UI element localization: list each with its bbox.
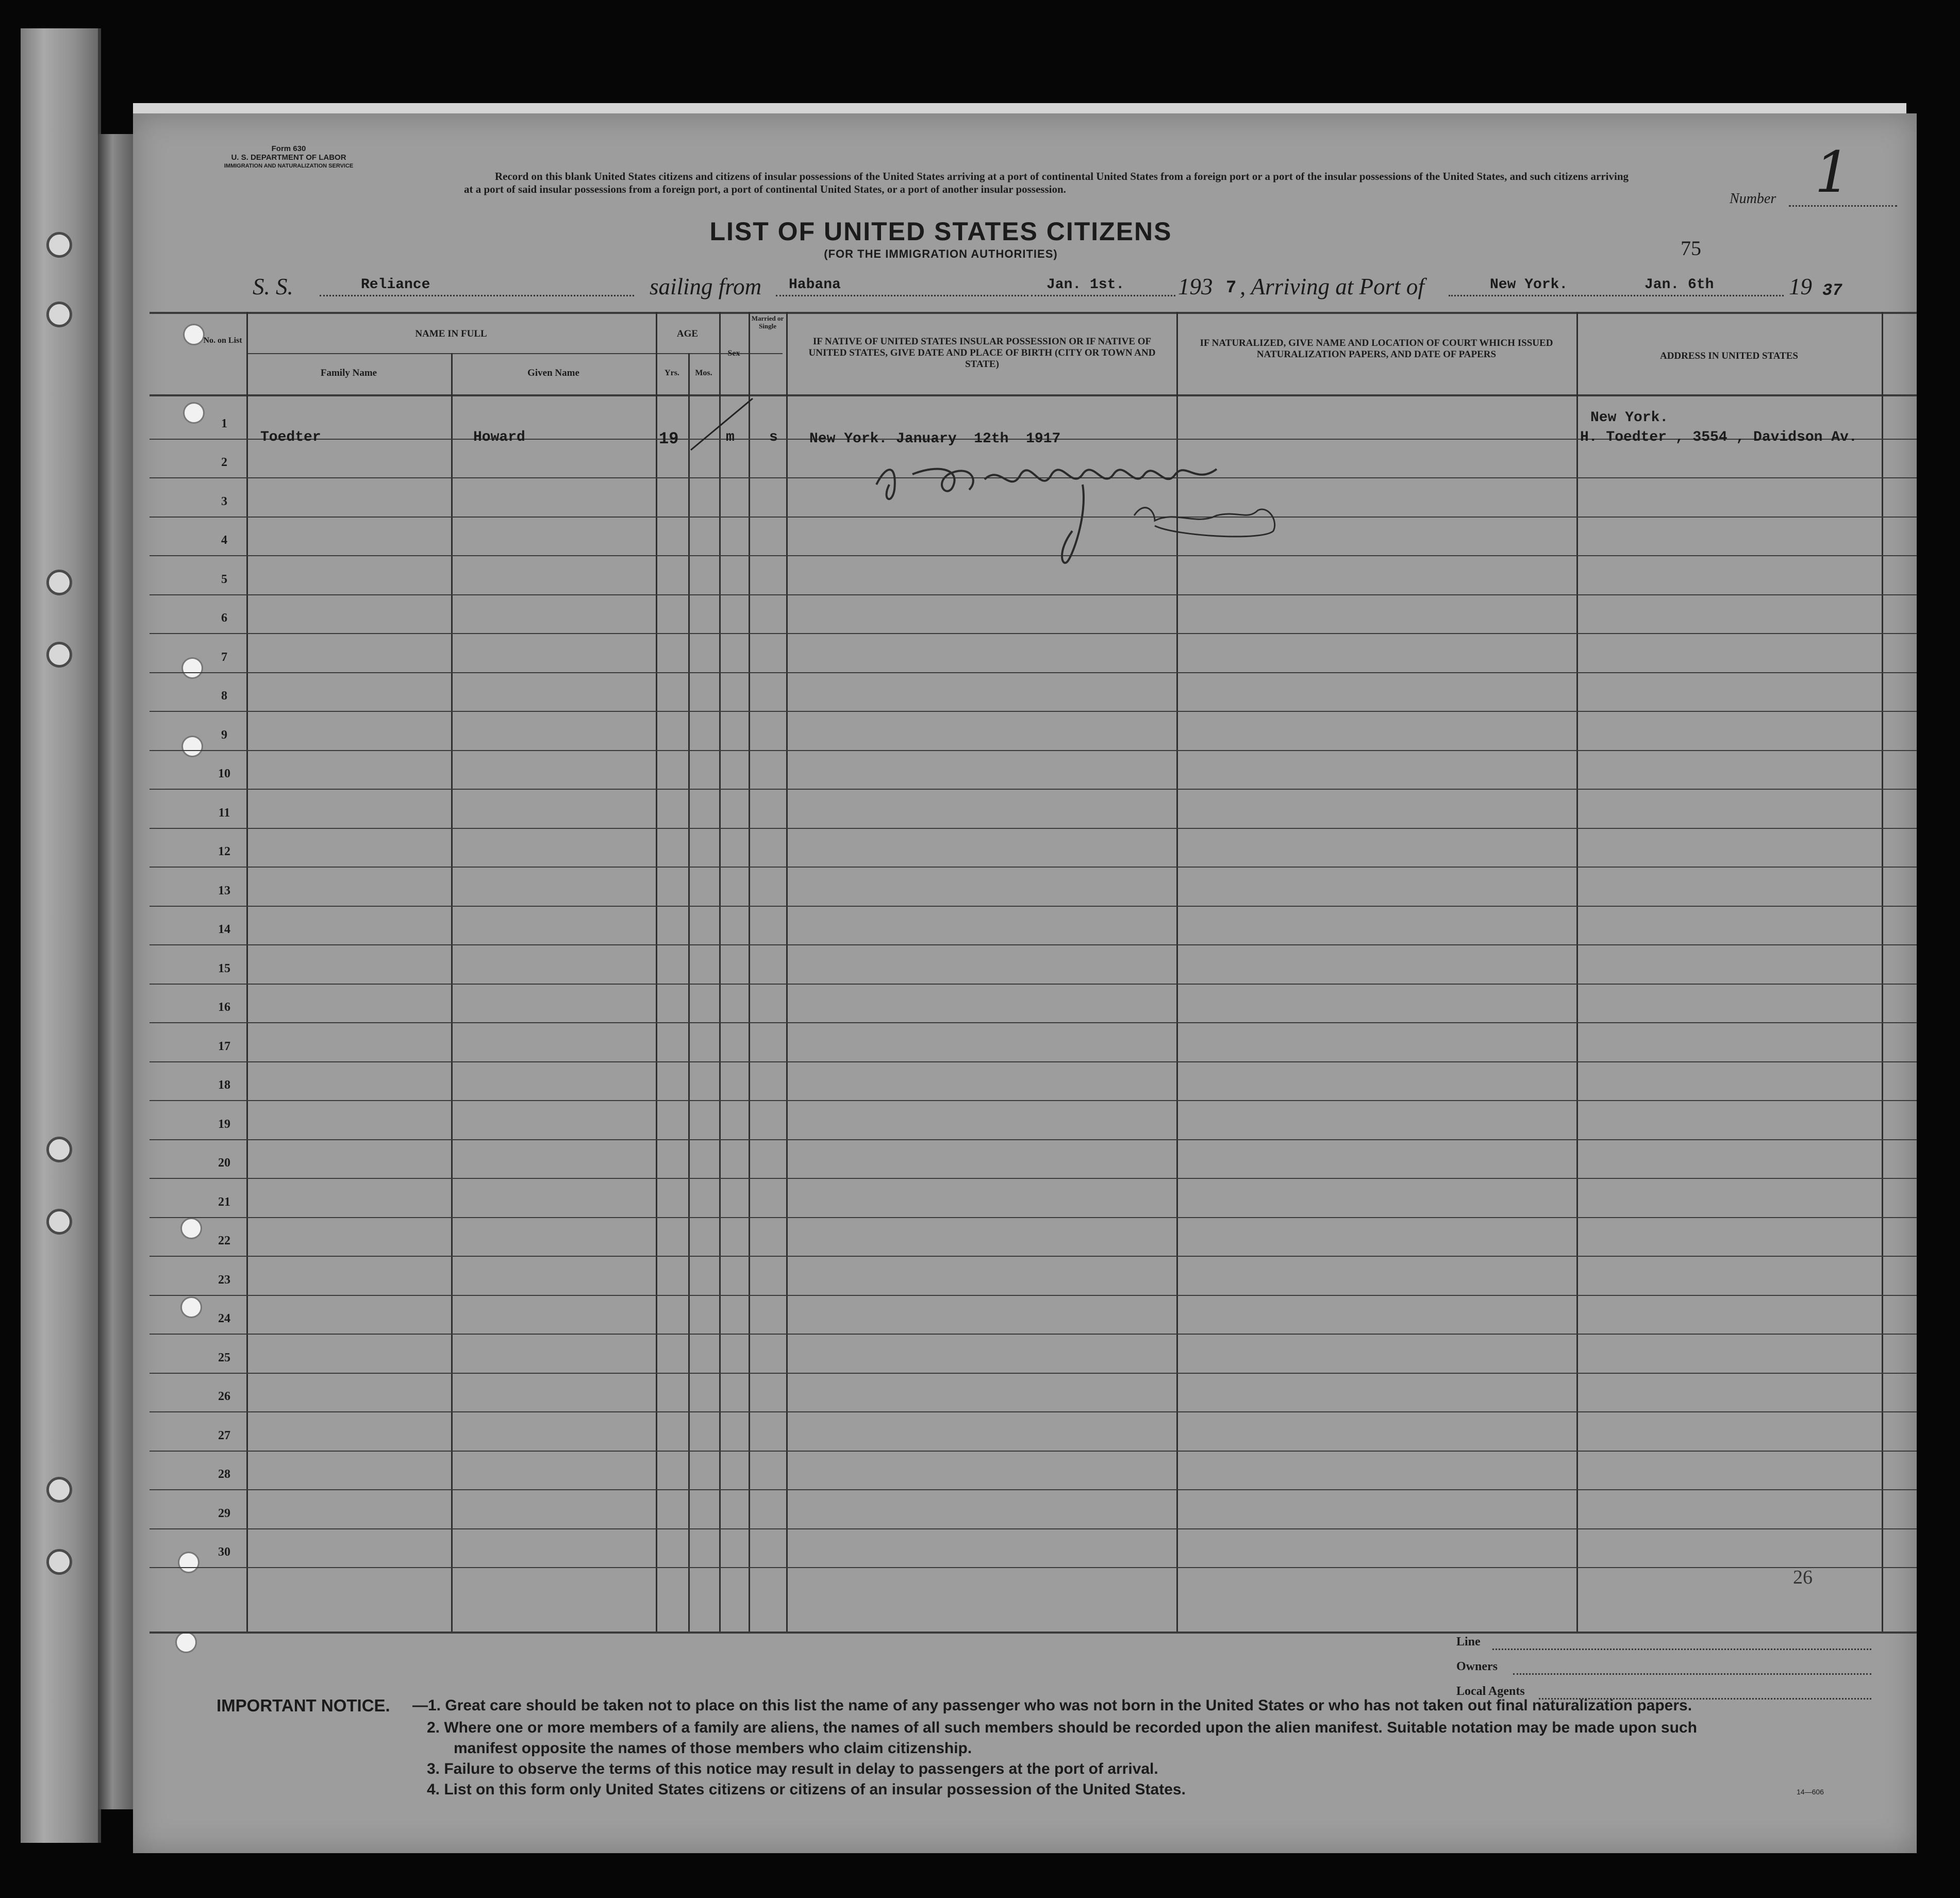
row-number: 7 [221, 650, 227, 664]
notice-item-1: —1. Great care should be taken not to place on this list the name of any passenger who was not born in the United States or who has not taken out final naturalization papers. [412, 1697, 1692, 1714]
arrival-port: New York. [1490, 277, 1568, 293]
col-rule [1576, 312, 1578, 1631]
form-meta [201, 144, 376, 171]
row-number: 21 [218, 1195, 230, 1209]
department-name: U. S. DEPARTMENT OF LABOR [231, 153, 346, 162]
address-line2-cell: H. Toedter , 3554 , Davidson Av. [1580, 429, 1857, 445]
header-family-name: Family Name [320, 368, 377, 378]
port-line [776, 295, 1028, 296]
line-label: Line [1456, 1635, 1481, 1649]
row-rule [150, 984, 1917, 985]
row-rule [150, 1022, 1917, 1023]
row-number: 14 [218, 923, 230, 936]
row-rule [150, 944, 1917, 945]
arrival-line [1449, 295, 1784, 296]
row-number: 4 [221, 534, 227, 547]
owners-label: Owners [1456, 1660, 1498, 1673]
col-rule [246, 312, 248, 1631]
binder-hole [46, 1137, 72, 1162]
header-married-or-single: Married or Single [751, 314, 784, 330]
row-rule [150, 1139, 1917, 1140]
notice-item-2-cont: manifest opposite the names of those members who claim citizenship. [454, 1740, 972, 1757]
page-stack-edge [98, 134, 134, 1809]
row-rule [150, 906, 1917, 907]
notice-item-2: 2. Where one or more members of a family are aliens, the names of all such members should be recorded upon the alien manifest. Suitable notation may be made upon such [427, 1719, 1697, 1736]
sailing-label: sailing from [650, 274, 762, 299]
row-number: 8 [221, 689, 227, 703]
page-number: 26 [1793, 1567, 1813, 1588]
row-rule [150, 867, 1917, 868]
ship-line [320, 295, 634, 296]
row-number: 15 [218, 961, 230, 975]
address-line1-cell: New York. [1590, 410, 1669, 426]
header-mos: Mos. [695, 369, 712, 377]
owners-field [1513, 1673, 1871, 1675]
row-rule [150, 828, 1917, 829]
row-rule [150, 1217, 1917, 1218]
header-no-on-list: No. on List [203, 336, 242, 345]
punch-hole [183, 324, 205, 345]
row-rule [150, 1334, 1917, 1335]
stamp-number: 75 [1681, 237, 1701, 260]
header-name-in-full: NAME IN FULL [415, 328, 487, 339]
row-rule [150, 1567, 1917, 1568]
birth-cell: New York. January 12th 1917 [809, 431, 1061, 447]
row-rule [150, 1295, 1917, 1296]
row-number: 10 [218, 767, 230, 780]
binder-hole [46, 1477, 72, 1503]
ss-label: S. S. [253, 274, 293, 299]
row-number: 30 [218, 1545, 230, 1559]
age-slash-mark [686, 396, 758, 455]
row-rule [150, 1528, 1917, 1529]
row-number: 19 [218, 1117, 230, 1131]
punch-hole [180, 1296, 202, 1318]
form-number: Form 630 [271, 144, 306, 153]
agents-label: Local Agents [1456, 1685, 1525, 1698]
row-rule [150, 1100, 1917, 1101]
row-rule [150, 1489, 1917, 1490]
binder-hole [46, 642, 72, 668]
year-suffix-1: 7 [1226, 278, 1237, 298]
age-yrs-cell: 19 [659, 429, 679, 448]
col-rule [1882, 312, 1883, 1631]
binder-hole [46, 1549, 72, 1575]
row-rule [150, 1256, 1917, 1257]
punch-hole [180, 1218, 202, 1239]
row-number: 5 [221, 572, 227, 586]
binder-hole [46, 232, 72, 258]
row-number: 29 [218, 1506, 230, 1520]
row-rule [150, 1451, 1917, 1452]
notice-item-4: 4. List on this form only United States citizens or citizens of an insular possession of the United States. [427, 1781, 1186, 1798]
col-rule [749, 312, 750, 1631]
header-yrs: Yrs. [665, 369, 679, 377]
row-rule [150, 672, 1917, 673]
row-number: 13 [218, 884, 230, 897]
form-code: 14—606 [1797, 1788, 1824, 1796]
punch-hole [178, 1552, 200, 1573]
sex-cell: m [726, 429, 735, 445]
header-sex: Sex [727, 349, 740, 358]
page-subtitle: (FOR THE IMMIGRATION AUTHORITIES) [824, 247, 1058, 260]
row-rule [150, 1411, 1917, 1412]
header-native: IF NATIVE OF UNITED STATES INSULAR POSSESSION OR IF NATIVE OF UNITED STATES, GIVE DATE AND PLACE OF BIRTH (CITY OR TOWN AND STATE) [808, 336, 1156, 370]
col-rule [451, 353, 453, 1631]
punch-hole [175, 1631, 197, 1653]
row-number: 28 [218, 1468, 230, 1481]
col-rule [656, 312, 657, 1631]
list-number: 1 [1815, 139, 1851, 205]
number-line [1789, 205, 1897, 207]
binder-strip [21, 28, 101, 1843]
row-number: 26 [218, 1390, 230, 1403]
notice-title: IMPORTANT NOTICE. [217, 1696, 390, 1715]
row-number: 3 [221, 494, 227, 508]
row-number: 6 [221, 611, 227, 625]
row-number: 24 [218, 1312, 230, 1325]
header-given-name: Given Name [527, 368, 579, 378]
row-number: 12 [218, 845, 230, 858]
col-rule [719, 312, 721, 1631]
punch-hole [181, 736, 203, 757]
row-rule [150, 1373, 1917, 1374]
row-number: 1 [221, 417, 227, 430]
arrival-date: Jan. 6th [1645, 277, 1714, 293]
row-rule [150, 711, 1917, 712]
col-rule [688, 353, 690, 1631]
ship-name: Reliance [361, 277, 430, 293]
row-number: 11 [218, 806, 230, 820]
inspector-signature [866, 454, 1330, 577]
row-number: 27 [218, 1428, 230, 1442]
header-bottom-rule [150, 394, 1917, 396]
punch-hole [183, 402, 205, 424]
service-name: IMMIGRATION AND NATURALIZATION SERVICE [224, 163, 354, 169]
year-suffix-2: 37 [1822, 281, 1842, 300]
row-number: 9 [221, 728, 227, 742]
row-rule [150, 633, 1917, 634]
punch-hole [181, 657, 203, 679]
row-number: 2 [221, 456, 227, 469]
given-name-cell: Howard [473, 429, 525, 445]
marital-cell: s [769, 429, 778, 445]
row-number: 18 [218, 1078, 230, 1092]
table-bottom-rule [150, 1631, 1917, 1634]
col-rule [786, 312, 788, 1631]
arriving-label: , Arriving at Port of [1240, 274, 1424, 299]
row-number: 20 [218, 1156, 230, 1170]
line-field [1492, 1649, 1871, 1650]
page-title: LIST OF UNITED STATES CITIZENS [709, 217, 1172, 246]
row-rule [150, 594, 1917, 595]
table-top-rule [150, 312, 1917, 314]
row-rule [150, 1178, 1917, 1179]
binder-hole [46, 570, 72, 595]
row-number: 16 [218, 1001, 230, 1014]
row-number: 22 [218, 1234, 230, 1247]
date-line [1031, 295, 1175, 296]
number-label: Number [1730, 191, 1776, 207]
notice-item-3: 3. Failure to observe the terms of this notice may result in delay to passengers at the port of arrival. [427, 1760, 1158, 1777]
row-number: 17 [218, 1039, 230, 1053]
header-divider [246, 353, 783, 354]
departure-port: Habana [789, 277, 841, 293]
row-number: 25 [218, 1351, 230, 1364]
row-rule [150, 750, 1917, 751]
row-rule [150, 1061, 1917, 1062]
row-rule [150, 789, 1917, 790]
header-age: AGE [676, 328, 699, 339]
header-address: ADDRESS IN UNITED STATES [1659, 351, 1798, 361]
binder-hole [46, 302, 72, 327]
form-instructions: Record on this blank United States citizens and citizens of insular possessions of the United States arriving at a port of continental United States from a foreign port or a port of the insular possessions of the United States, and such citizens arriving at a port of said insular possessions from a foreign port, a port of continental United States, or a port of another insular possession. [464, 170, 1629, 195]
binder-hole [46, 1209, 72, 1235]
header-naturalized: IF NATURALIZED, GIVE NAME AND LOCATION OF COURT WHICH ISSUED NATURALIZATION PAPERS, AND DATE OF PAPERS [1200, 338, 1553, 360]
family-name-cell: Toedter [260, 429, 321, 445]
row-number: 23 [218, 1273, 230, 1287]
year-prefix-1: 193 [1178, 274, 1213, 299]
departure-date: Jan. 1st. [1047, 277, 1125, 293]
year-prefix-2: 19 [1789, 274, 1812, 299]
